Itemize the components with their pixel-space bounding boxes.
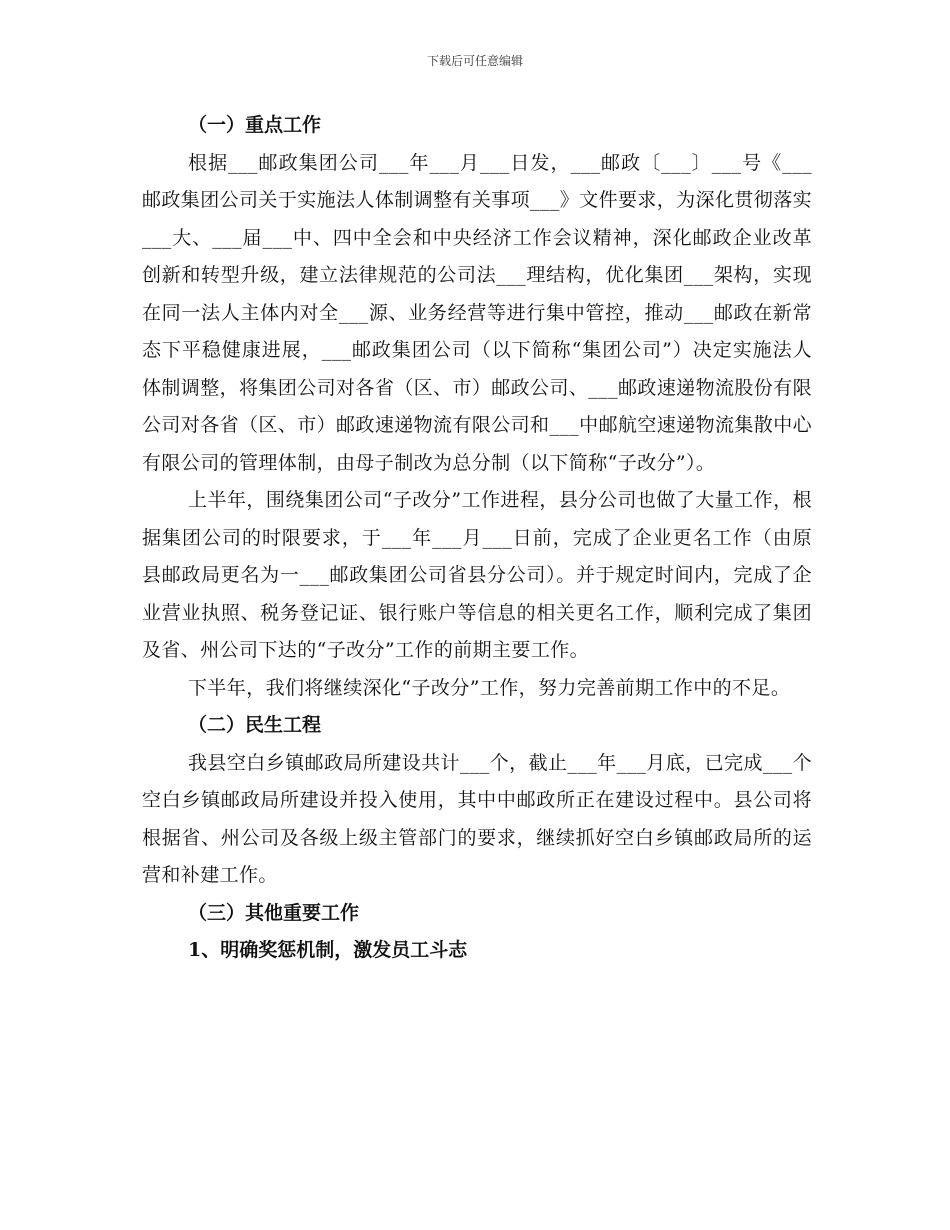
paragraph: 下半年，我们将继续深化“子改分”工作，努力完善前期工作中的不足。: [188, 676, 791, 699]
paragraph: 上半年，围绕集团公司“子改分”工作进程，县分公司也做了大量工作，根据集团公司的时限要求，于___年___月___日前，完成了企业更名工作（由原县邮政局更名为一___邮政集团公司省县分公司）。并于规定时间内，完成了企业营业执照、税务登记证、银行账户等信息的相关更名工作，顺利完成了集团及省、州公司下达的“子改分”工作的前期主要工作。: [142, 489, 812, 661]
section-heading-livelihood: （二）民生工程: [188, 714, 322, 736]
paragraph: 根据___邮政集团公司___年___月___日发，___邮政〔___〕___号《___邮政集团公司关于实施法人体制调整有关事项___》文件要求，为深化贯彻落实___大、___届___中、四中全会和中央经济工作会议精神，深化邮政企业改革创新和转型升级，建立法律规范的公司法___理结构，优化集团___架构，实现在同一法人主体内对全___源、业务经营等进行集中管控，推动___邮政在新常态下平稳健康进展，___邮政集团公司（以下简称“集团公司”）决定实施法人体制调整，将集团公司对各省（区、市）邮政公司、___邮政速递物流股份有限公司对各省（区、市）邮政速递物流有限公司和___中邮航空速递物流集散中心有限公司的管理体制，由母子制改为总分制（以下简称“子改分”）。: [142, 151, 812, 474]
section-heading-key-work: （一）重点工作: [188, 114, 322, 136]
document-body: [142, 107, 812, 970]
paragraph: 我县空白乡镇邮政局所建设共计___个，截止___年___月底，已完成___个空白乡镇邮政局所建设并投入使用，其中中邮政所正在建设过程中。县公司将根据省、州公司及各级上级主管部门的要求，继续抓好空白乡镇邮政局所的运营和补建工作。: [142, 751, 812, 886]
page-header: 下载后可任意编辑: [426, 54, 523, 68]
subsection-heading: 1、明确奖惩机制，激发员工斗志: [188, 939, 468, 961]
section-heading-other-work: （三）其他重要工作: [188, 901, 360, 924]
